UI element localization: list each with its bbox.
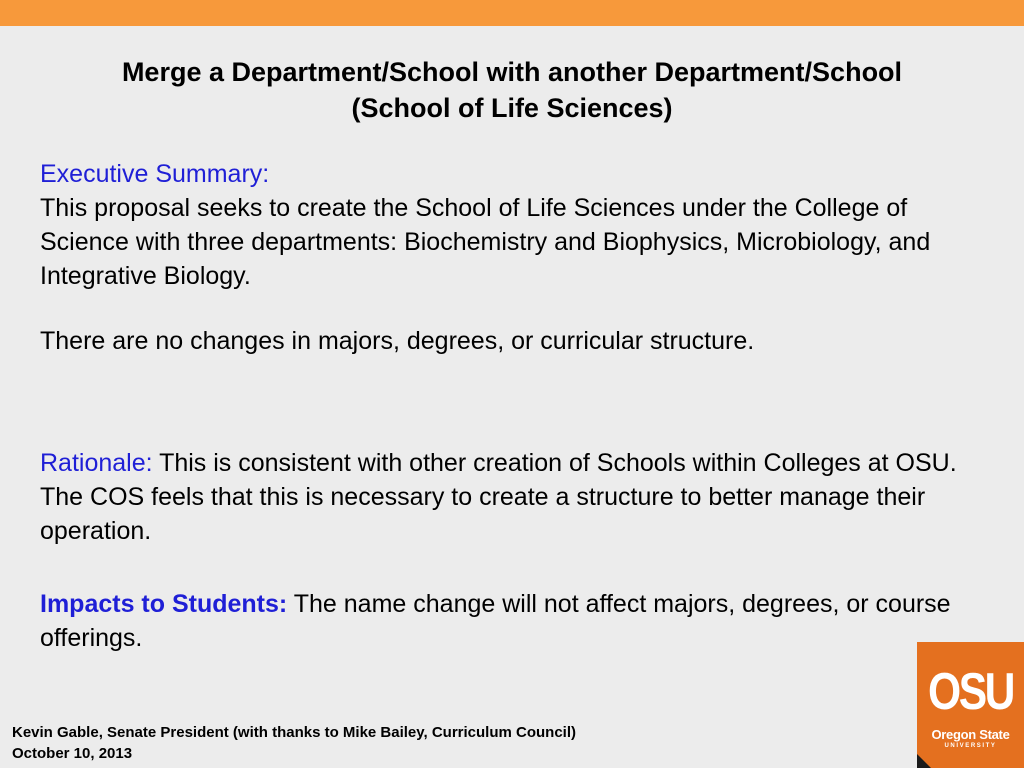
rationale-heading: Rationale: — [40, 449, 153, 477]
slide-title — [40, 54, 984, 126]
impacts-section — [40, 587, 1000, 655]
rationale-body: This is consistent with other creation of Schools within Colleges at OSU. The COS feels that this is necessary to create a structure to better manage their operation. — [40, 449, 957, 545]
slide-title-line2: (School of Life Sciences) — [351, 93, 673, 123]
executive-summary-section — [40, 157, 1000, 293]
logo-abbreviation: OSU — [927, 663, 1014, 721]
footer-date: October 10, 2013 — [12, 745, 133, 762]
impacts-body: The name change will not affect majors, degrees, or course offerings. — [40, 590, 951, 652]
top-accent-bar — [0, 0, 1024, 26]
footer — [12, 722, 576, 764]
executive-summary-body: This proposal seeks to create the School of Life Sciences under the College of Science with three departments: Biochemistry and Biophysics, Microbiology, and Integrative Biology. — [40, 194, 931, 290]
logo-corner-triangle — [917, 754, 931, 768]
logo-name: Oregon State — [931, 727, 1010, 742]
executive-summary-heading: Executive Summary: — [40, 160, 270, 188]
rationale-section — [40, 446, 1000, 548]
executive-summary-note: There are no changes in majors, degrees, or curricular structure. — [40, 327, 755, 355]
impacts-heading: Impacts to Students: — [40, 590, 288, 618]
osu-logo — [917, 642, 1024, 768]
slide-title-line1: Merge a Department/School with another Department/School — [121, 57, 903, 87]
logo-subtitle: UNIVERSITY — [944, 743, 997, 749]
footer-author: Kevin Gable, Senate President (with thanks to Mike Bailey, Curriculum Council) — [12, 724, 577, 741]
